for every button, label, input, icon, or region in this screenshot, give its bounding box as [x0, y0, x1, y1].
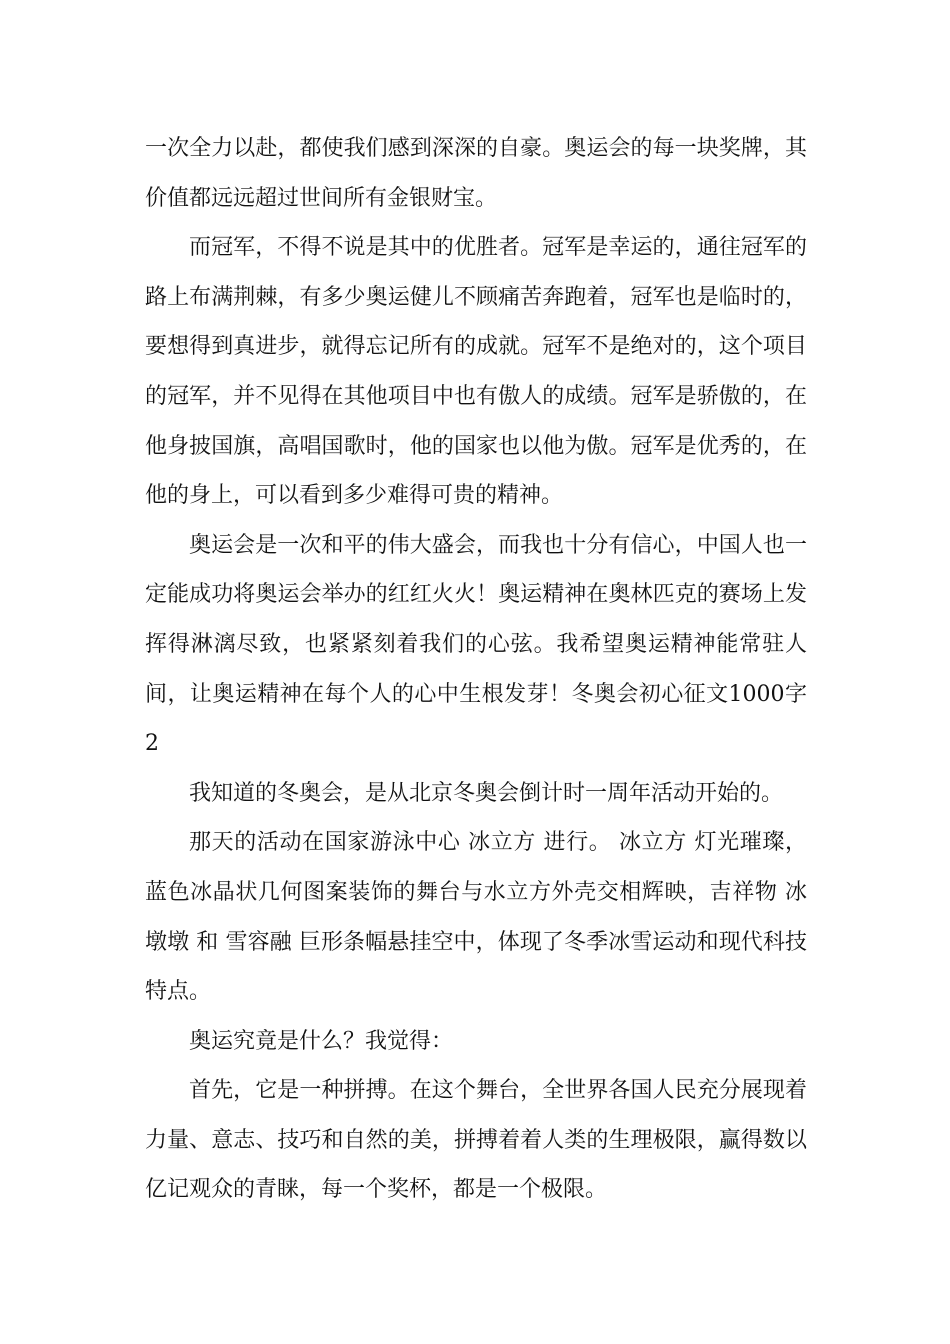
paragraph-6: 奥运究竟是什么？我觉得：	[189, 1028, 454, 1054]
paragraph-2: 而冠军，不得不说是其中的优胜者。冠军是幸运的，通往冠军的路上布满荆棘，有多少奥运健儿不顾痛苦奔跑着，冠军也是临时的，要想得到真进步，就得忘记所有的成就。冠军不是绝对的，这个项目的冠军，并不见得在其他项目中也有傲人的成绩。冠军是骄傲的，在他身披国旗，高唱国歌时，他的国家也以他为傲。冠军是优秀的，在他的身上，可以看到多少难得可贵的精神。	[145, 235, 807, 509]
paragraph-5: 那天的活动在国家游泳中心 冰立方 进行。 冰立方 灯光璀璨，蓝色冰晶状几何图案装饰的舞台与水立方外壳交相辉映，吉祥物 冰墩墩 和 雪容融 巨形条幅悬挂空中，体现了冬季冰雪运动和现代科技特点。	[145, 830, 807, 1005]
paragraph-1: 一次全力以赴，都使我们感到深深的自豪。奥运会的每一块奖牌，其价值都远远超过世间所有金银财宝。	[145, 136, 807, 211]
document-body	[145, 124, 807, 1215]
paragraph-7: 首先，它是一种拼搏。在这个舞台，全世界各国人民充分展现着力量、意志、技巧和自然的美，拼搏着着人类的生理极限，赢得数以亿记观众的青睐，每一个奖杯，都是一个极限。	[145, 1078, 807, 1203]
paragraph-4: 我知道的冬奥会，是从北京冬奥会倒计时一周年活动开始的。	[189, 780, 784, 806]
paragraph-3: 奥运会是一次和平的伟大盛会，而我也十分有信心，中国人也一定能成功将奥运会举办的红红火火！奥运精神在奥林匹克的赛场上发挥得淋漓尽致，也紧紧刻着我们的心弦。我希望奥运精神能常驻人间，让奥运精神在每个人的心中生根发芽！冬奥会初心征文1000字2	[145, 532, 807, 757]
